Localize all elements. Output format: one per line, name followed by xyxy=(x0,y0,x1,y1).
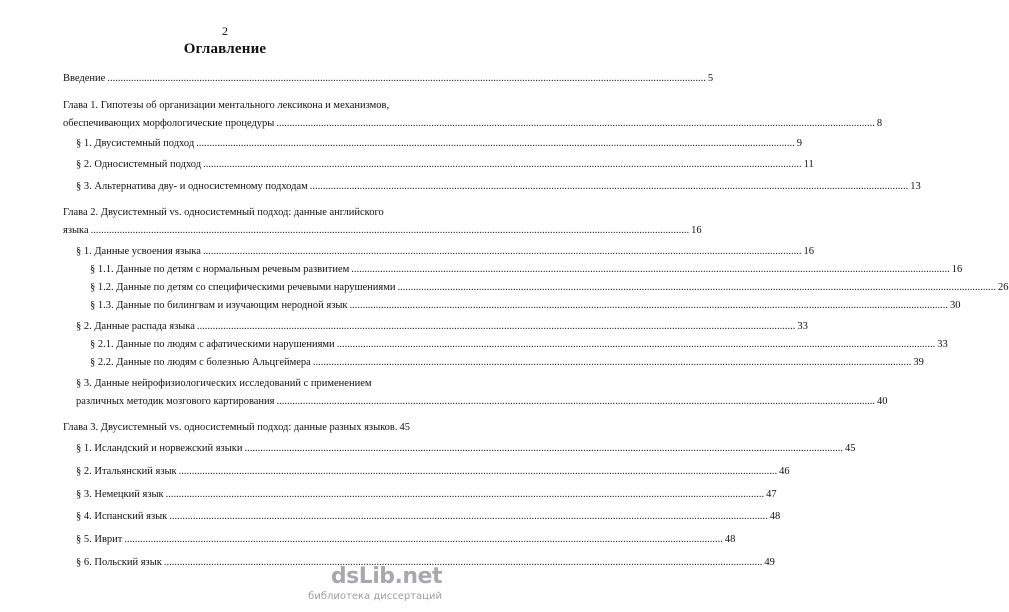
toc-entry-ch3-section-5[interactable] xyxy=(76,534,736,546)
toc-entry-title: Глава 2. Двусистемный vs. односистемный подход: данные английского xyxy=(63,207,384,218)
watermark-subtitle: библиотека диссертаций xyxy=(308,591,442,602)
toc-entry-ch2-section-2-2[interactable] xyxy=(90,357,924,369)
toc-entry-title: Глава 1. Гипотезы об организации ментального лексикона и механизмов, xyxy=(63,100,390,111)
toc-entry-page: 30 xyxy=(950,300,961,311)
toc-entry-title: § 1. Данные усвоения языка xyxy=(76,246,201,257)
toc-leader xyxy=(277,396,876,408)
toc-leader xyxy=(350,300,949,312)
toc-entry-ch1-section-2[interactable] xyxy=(76,159,814,171)
watermark xyxy=(272,564,442,606)
toc-entry-page: 49 xyxy=(764,557,775,568)
watermark-logo: dsLib.net xyxy=(330,564,442,589)
toc-entry-page: 48 xyxy=(724,534,736,545)
toc-leader xyxy=(124,534,723,546)
toc-entry-ch2-section-1-2[interactable] xyxy=(90,282,1009,294)
toc-entry-ch2-section-2[interactable] xyxy=(76,321,808,333)
toc-leader xyxy=(203,246,802,258)
toc-leader xyxy=(91,225,690,237)
toc-entry-ch2-section-1[interactable] xyxy=(76,246,814,258)
toc-entry-ch3-section-2[interactable] xyxy=(76,466,790,478)
toc-entry-ch1-section-3[interactable] xyxy=(76,181,921,193)
toc-entry-title: § 2.2. Данные по людям с болезнью Альцгеймера xyxy=(90,357,311,368)
toc-leader xyxy=(166,489,765,501)
toc-entry-page: 11 xyxy=(803,159,814,170)
toc-entry-page: 13 xyxy=(910,181,921,192)
toc-entry-title-cont: языка xyxy=(63,225,89,236)
toc-leader xyxy=(164,557,763,569)
toc-entry-ch2-section-1-1[interactable] xyxy=(90,264,963,276)
toc-leader xyxy=(351,264,950,276)
toc-leader xyxy=(398,282,997,294)
toc-entry-title: § 1. Двусистемный подход xyxy=(76,138,195,149)
toc-entry-title: § 2. Односистемный подход xyxy=(76,159,202,170)
toc-entry-page: 45 xyxy=(399,422,411,433)
toc-entry-ch2-section-3[interactable] xyxy=(76,378,888,408)
toc-entry-title: § 1.3. Данные по билингвам и изучающим неродной язык xyxy=(90,300,348,311)
toc-entry-page: 48 xyxy=(769,511,781,522)
toc-entry-title: § 1.2. Данные по детям со специфическими речевыми нарушениями xyxy=(90,282,396,293)
toc-entry-ch3-section-4[interactable] xyxy=(76,511,781,523)
toc-entry-ch3-section-3[interactable] xyxy=(76,489,777,501)
toc-entry-title: § 3. Немецкий язык xyxy=(76,489,164,500)
toc-entry-page: 16 xyxy=(803,246,814,257)
toc-leader xyxy=(196,138,795,150)
toc-leader xyxy=(313,357,912,369)
toc-entry-page: 16 xyxy=(951,264,963,275)
toc-leader xyxy=(244,443,843,455)
toc-entry-page: 33 xyxy=(937,339,948,350)
toc-entry-title-cont: различных методик мозгового картирования xyxy=(76,396,275,407)
toc-leader xyxy=(276,118,875,130)
toc-entry-chapter-2[interactable] xyxy=(63,207,702,237)
toc-entry-chapter-3[interactable] xyxy=(63,422,415,434)
toc-entry-page: 5 xyxy=(707,73,714,84)
toc-entry-title: § 3. Альтернатива дву- и односистемному подходам xyxy=(76,181,308,192)
toc-entry-page: 40 xyxy=(877,396,888,407)
toc-entry-page: 46 xyxy=(779,466,790,477)
toc-leader xyxy=(179,466,778,478)
page-number: 2 xyxy=(222,24,228,38)
toc-entry-ch3-section-1[interactable] xyxy=(76,443,856,455)
toc-leader xyxy=(197,321,796,333)
toc-entry-title: § 5. Иврит xyxy=(76,534,123,545)
toc-entry-page: 8 xyxy=(876,118,883,129)
toc-entry-title: Глава 3. Двусистемный vs. односистемный подход: данные разных языков. xyxy=(63,422,398,433)
toc-entry-title: § 1. Исландский и норвежский языки xyxy=(76,443,243,454)
toc-entry-page: 9 xyxy=(796,138,802,149)
toc-entry-title: § 2. Данные распада языка xyxy=(76,321,195,332)
toc-entry-intro[interactable] xyxy=(63,73,714,85)
toc-leader xyxy=(203,159,802,171)
toc-entry-page: 45 xyxy=(844,443,856,454)
toc-entry-title: Введение xyxy=(63,73,106,84)
toc-entry-page: 16 xyxy=(691,225,702,236)
toc-entry-title: § 4. Испанский язык xyxy=(76,511,168,522)
toc-entry-page: 47 xyxy=(766,489,777,500)
toc-entry-title: § 3. Данные нейрофизиологических исследований с применением xyxy=(76,378,372,389)
toc-entry-ch2-section-2-1[interactable] xyxy=(90,339,948,351)
toc-entry-page: 39 xyxy=(913,357,924,368)
toc-entry-title: § 1.1. Данные по детям с нормальным речевым развитием xyxy=(90,264,350,275)
toc-entry-title: § 2. Итальянский язык xyxy=(76,466,177,477)
toc-entry-title-cont: обеспечивающих морфологические процедуры xyxy=(63,118,275,129)
toc-entry-title: § 2.1. Данные по людям с афатическими нарушениями xyxy=(90,339,335,350)
toc-entry-title: § 6. Польский язык xyxy=(76,557,162,568)
toc-leader xyxy=(310,181,909,193)
toc-leader xyxy=(169,511,768,523)
toc-leader xyxy=(337,339,936,351)
toc-entry-page: 26 xyxy=(998,282,1009,293)
page-title: Оглавление xyxy=(183,41,267,57)
toc-entry-page: 33 xyxy=(797,321,808,332)
toc-entry-ch1-section-1[interactable] xyxy=(76,138,802,150)
toc-entry-chapter-1[interactable] xyxy=(63,100,883,130)
toc-entry-ch2-section-1-3[interactable] xyxy=(90,300,961,312)
toc-leader xyxy=(107,73,706,85)
